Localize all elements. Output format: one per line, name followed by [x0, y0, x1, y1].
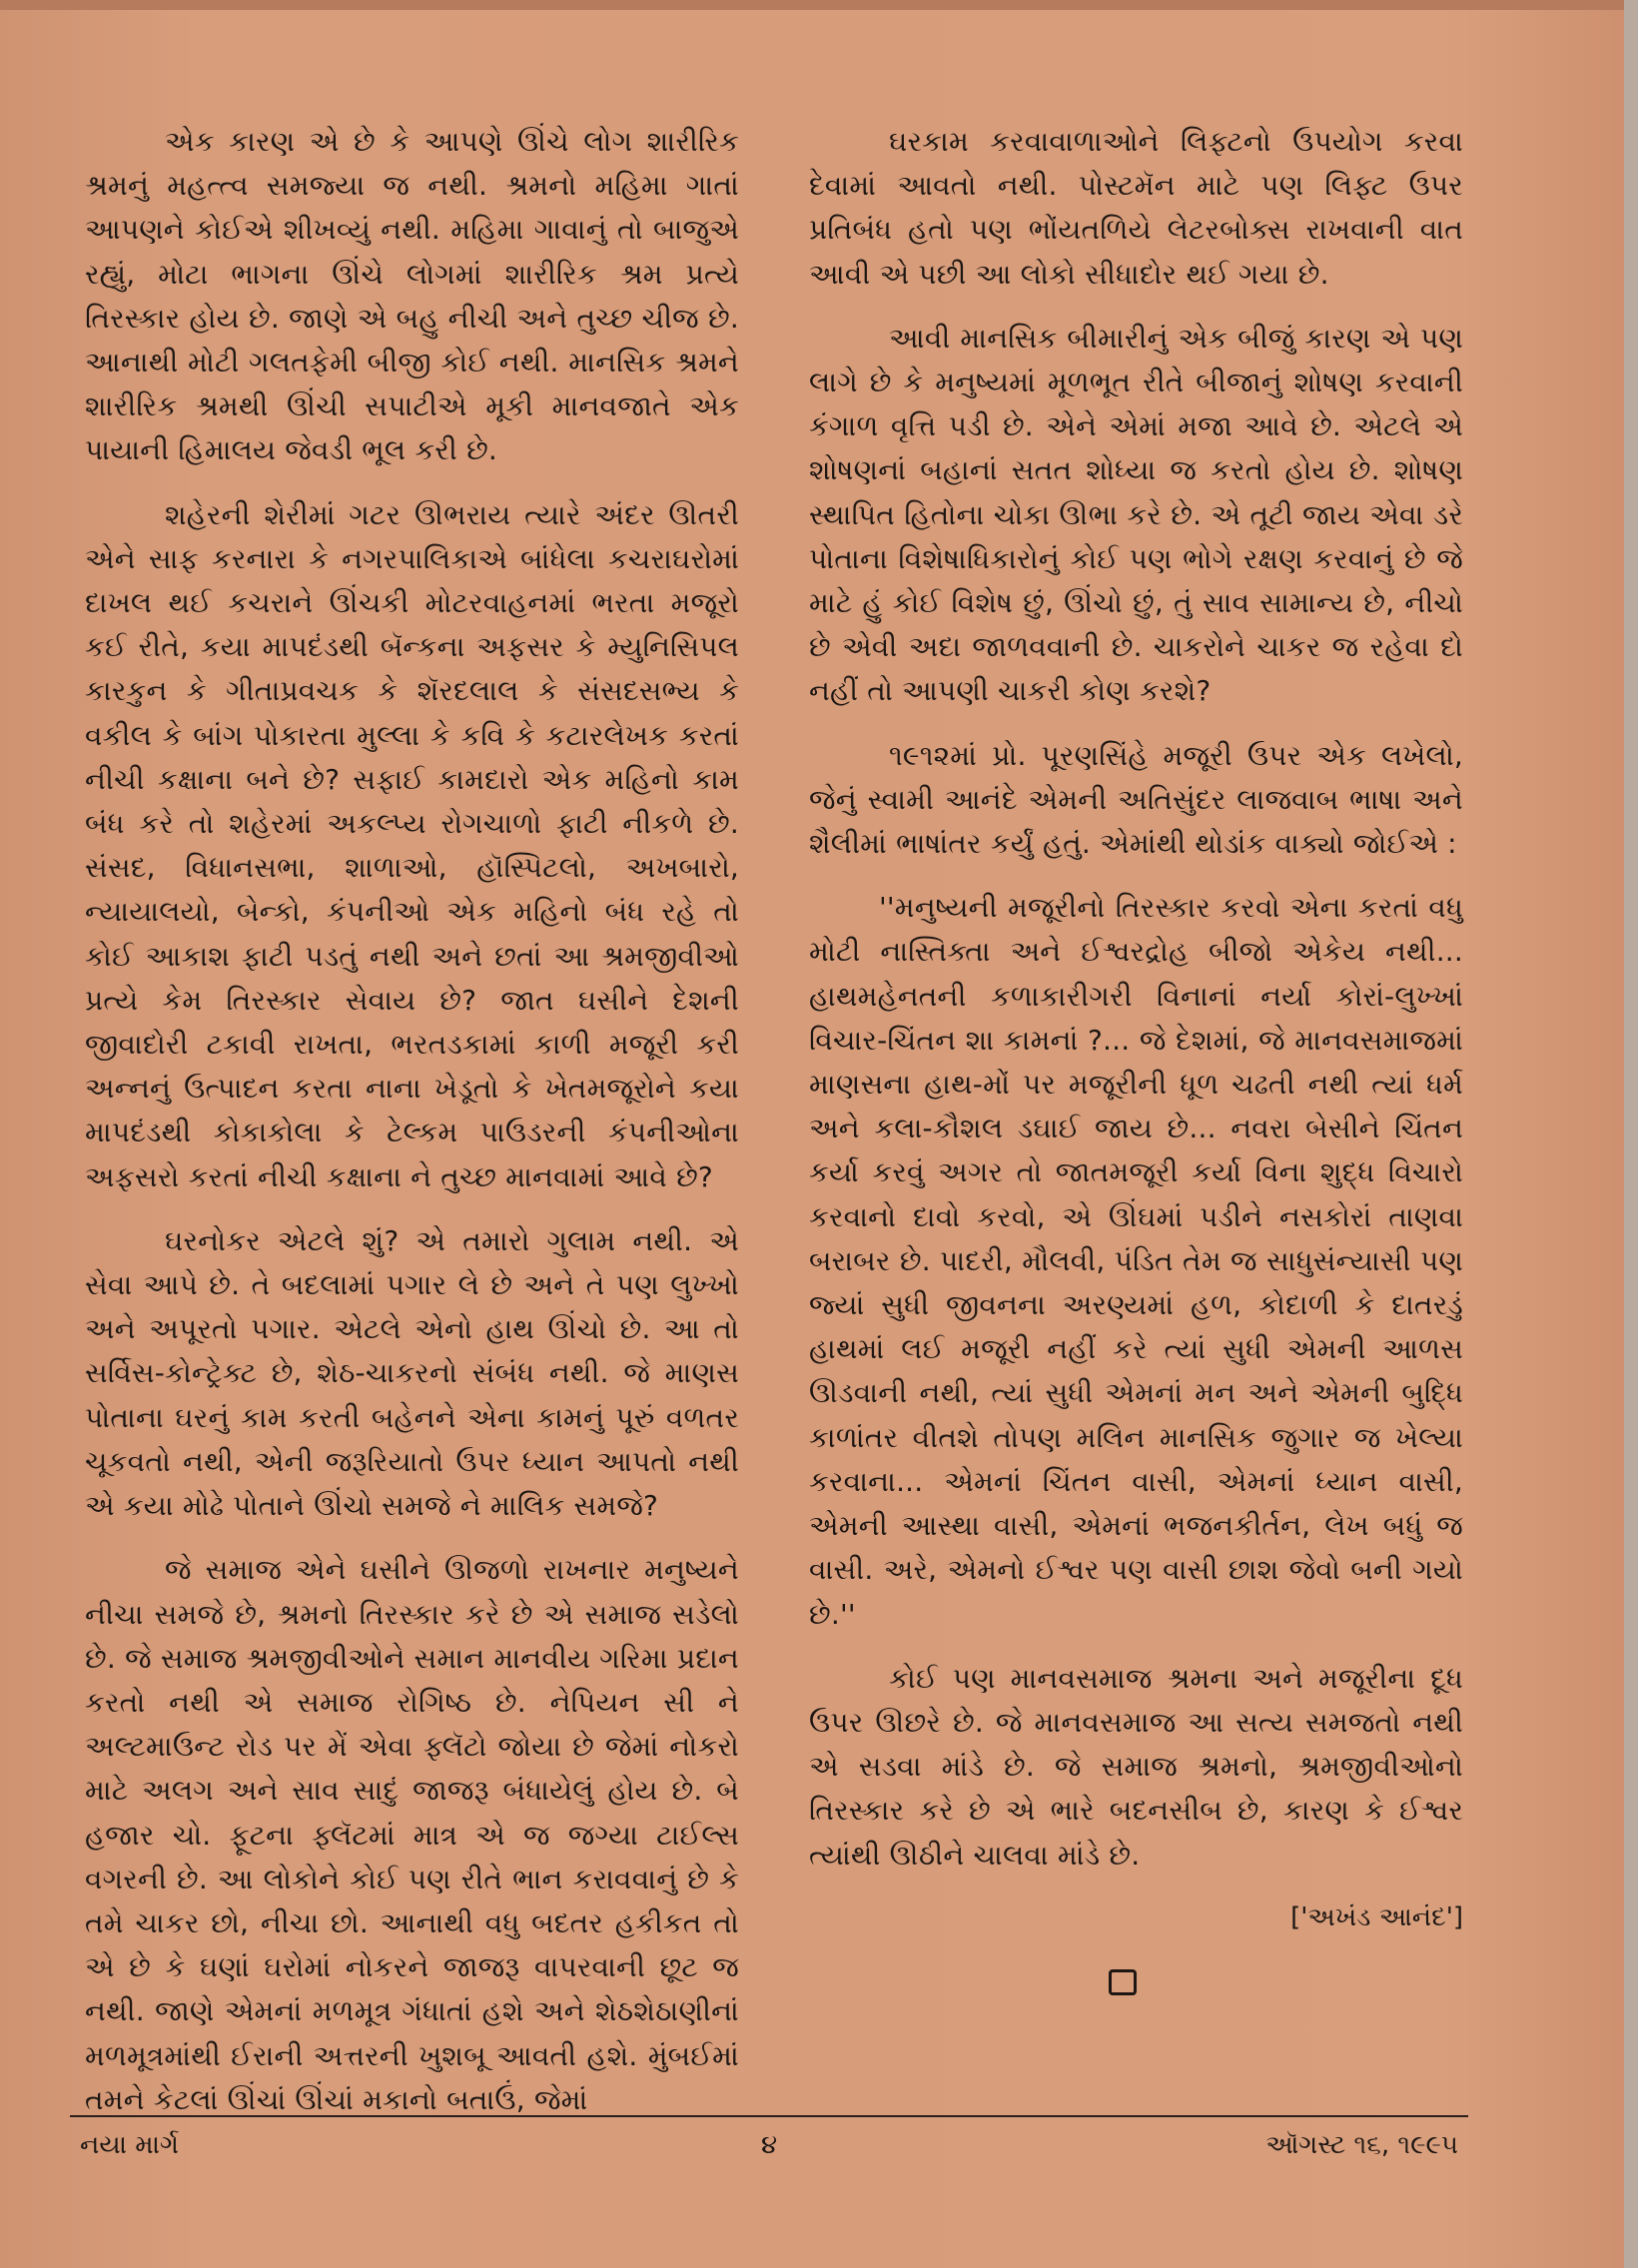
source-credit: ['અખંડ આનંદ'] — [1290, 1901, 1463, 1932]
page-top-edge — [0, 0, 1638, 10]
paragraph: ૧૯૧૨માં પ્રો. પૂરણસિંહે મજૂરી ઉપર એક લખેલો, જેનું સ્વામી આનંદે એમની અતિસુંદર લાજવાબ ભાષા અને શૈલીમાં ભાષાંતર કર્યું હતું. એમાંથી થોડાંક વાક્યો જોઈએ : — [809, 738, 1463, 861]
footer-divider — [70, 2115, 1468, 2117]
left-column — [85, 120, 740, 2116]
publication-name: નયા માર્ગ — [80, 2129, 180, 2160]
paragraph: ઘરનોકર એટલે શું? એ તમારો ગુલામ નથી. એ સેવા આપે છે. તે બદલામાં પગાર લે છે અને તે પણ લુખ્ખો અને અપૂરતો પગાર. એટલે એનો હાથ ઊંચો છે. આ તો સર્વિસ-કોન્ટ્રેક્ટ છે, શેઠ-ચાકરનો સંબંધ નથી. જે માણસ પોતાના ઘરનું કામ કરતી બહેનને એના કામનું પૂરું વળતર ચૂકવતો નથી, એની જરૂરિયાતો ઉપર ધ્યાન આપતો નથી એ કયા મોઢે પોતાને ઊંચો સમજે ને માલિક સમજે? — [85, 1223, 739, 1523]
end-of-article-icon — [1109, 1969, 1137, 1995]
page-footer — [80, 2125, 1458, 2165]
issue-date: ઑગસ્ટ ૧૬, ૧૯૯૫ — [1265, 2129, 1458, 2160]
quoted-passage: ''મનુષ્યની મજૂરીનો તિરસ્કાર કરવો એના કરતાં વધુ મોટી નાસ્તિક્તા અને ઈશ્વરદ્રોહ બીજો એકેય નથી... હાથમહેનતની કળાકારીગરી વિનાનાં નર્યા કોરાં-લુખ્ખાં વિચાર-ચિંતન શા કામનાં ?... જે દેશમાં, જે માનવસમાજમાં માણસના હાથ-મોં પર મજૂરીની ધૂળ ચઢતી નથી ત્યાં ધર્મ અને કલા-કૌશલ ડઘાઈ જાય છે... નવરા બેસીને ચિંતન કર્યા કરવું અગર તો જાતમજૂરી કર્યા વિના શુદ્ધ વિચારો કરવાનો દાવો કરવો, એ ઊંઘમાં પડીને નસકોરાં તાણવા બરાબર છે. પાદરી, મૌલવી, પંડિત તેમ જ સાધુસંન્યાસી પણ જ્યાં સુધી જીવનના અરણ્યમાં હળ, કોદાળી કે દાતરડું હાથમાં લઈ મજૂરી નહીં કરે ત્યાં સુધી એમની આળસ ઊડવાની નથી, ત્યાં સુધી એમનાં મન અને એમની બુદ્ધિ કાળાંતર વીતશે તોપણ મલિન માનસિક જુગાર જ ખેલ્યા કરવાના... એમનાં ચિંતન વાસી, એમનાં ધ્યાન વાસી, એમની આસ્થા વાસી, એમનાં ભજનકીર્તન, લેખ બધું જ વાસી. અરે, એમનો ઈશ્વર પણ વાસી છાશ જેવો બની ગયો છે.'' — [809, 891, 1463, 1631]
paragraph: એક કારણ એ છે કે આપણે ઊંચે લોગ શારીરિક શ્રમનું મહત્ત્વ સમજ્યા જ નથી. શ્રમનો મહિમા ગાતાં આપણને કોઈએ શીખવ્યું નથી. મહિમા ગાવાનું તો બાજુએ રહ્યું, મોટા ભાગના ઊંચે લોગમાં શારીરિક શ્રમ પ્રત્યે તિરસ્કાર હોય છે. જાણે એ બહુ નીચી અને તુચ્છ ચીજ છે. આનાથી મોટી ગલતફેમી બીજી કોઈ નથી. માનસિક શ્રમને શારીરિક શ્રમથી ઊંચી સપાટીએ મૂકી માનવજાતે એક પાયાની હિમાલય જેવડી ભૂલ કરી છે. — [85, 125, 739, 467]
page-right-edge — [1624, 0, 1638, 2268]
paragraph: ઘરકામ કરવાવાળાઓને લિફ્ટનો ઉપયોગ કરવા દેવામાં આવતો નથી. પોસ્ટમૅન માટે પણ લિફ્ટ ઉપર પ્રતિબંધ હતો પણ ભોંયતળિયે લેટરબોક્સ રાખવાની વાત આવી એ પછી આ લોકો સીધાદોર થઈ ગયા છે. — [809, 125, 1463, 291]
right-column — [809, 120, 1463, 2102]
paragraph: જે સમાજ એને ઘસીને ઊજળો રાખનાર મનુષ્યને નીચા સમજે છે, શ્રમનો તિરસ્કાર કરે છે એ સમાજ સડેલો છે. જે સમાજ શ્રમજીવીઓને સમાન માનવીય ગરિમા પ્રદાન કરતો નથી એ સમાજ રોગિષ્ઠ છે. નેપિયન સી ને અલ્ટમાઉન્ટ રોડ પર મેં એવા ફ્લૅટો જોયા છે જેમાં નોકરો માટે અલગ અને સાવ સાદું જાજરૂ બંધાયેલું હોય છે. બે હજાર ચો. ફૂટના ફ્લૅટમાં માત્ર એ જ જગ્યા ટાઈલ્સ વગરની છે. આ લોકોને કોઈ પણ રીતે ભાન કરાવવાનું છે કે તમે ચાકર છો, નીચા છો. આનાથી વધુ બદતર હકીકત તો એ છે કે ઘણાં ઘરોમાં નોકરને જાજરૂ વાપરવાની છૂટ જ નથી. જાણે એમનાં મળમૂત્ર ગંધાતાં હશે અને શેઠશેઠાણીનાં મળમૂત્રમાંથી ઈરાની અત્તરની ખુશબૂ આવતી હશે. મુંબઈમાં તમને કેટલાં ઊંચાં ઊંચાં મકાનો બતાઉં, જેમાં — [85, 1553, 739, 2116]
article-body — [85, 120, 1463, 2116]
paragraph: આવી માનસિક બીમારીનું એક બીજું કારણ એ પણ લાગે છે કે મનુષ્યમાં મૂળભૂત રીતે બીજાનું શોષણ કરવાની કંગાળ વૃત્તિ પડી છે. એને એમાં મજા આવે છે. એટલે એ શોષણનાં બહાનાં સતત શોધ્યા જ કરતો હોય છે. શોષણ સ્થાપિત હિતોના ચોકા ઊભા કરે છે. એ તૂટી જાય એવા ડરે પોતાના વિશેષાધિકારોનું કોઈ પણ ભોગે રક્ષણ કરવાનું છે જે માટે હું કોઈ વિશેષ છું, ઊંચો છું, તું સાવ સામાન્ય છે, નીચો છે એવી અદા જાળવવાની છે. ચાકરોને ચાકર જ રહેવા દો નહીં તો આપણી ચાકરી કોણ કરશે? — [809, 321, 1463, 708]
paragraph: કોઈ પણ માનવસમાજ શ્રમના અને મજૂરીના દૂધ ઉપર ઊછરે છે. જે માનવસમાજ આ સત્ય સમજતો નથી એ સડવા માંડે છે. જે સમાજ શ્રમનો, શ્રમજીવીઓનો તિરસ્કાર કરે છે એ ભારે બદનસીબ છે, કારણ કે ઈશ્વર ત્યાંથી ઊઠીને ચાલવા માંડે છે. — [809, 1661, 1463, 1872]
paragraph: શહેરની શેરીમાં ગટર ઊભરાય ત્યારે અંદર ઊતરી એને સાફ કરનારા કે નગરપાલિકાએ બાંધેલા કચરાઘરોમાં દાખલ થઈ કચરાને ઊંચકી મોટરવાહનમાં ભરતા મજૂરો કઈ રીતે, કયા માપદંડથી બૅન્કના અફસર કે મ્યુનિસિપલ કારકુન કે ગીતાપ્રવચક કે શૅરદલાલ કે સંસદસભ્ય કે વકીલ કે બાંગ પોકારતા મુલ્લા કે કવિ કે કટારલેખક કરતાં નીચી કક્ષાના બને છે? સફાઈ કામદારો એક મહિનો કામ બંધ કરે તો શહેરમાં અકલ્પ્ય રોગચાળો ફાટી નીકળે છે. સંસદ, વિધાનસભા, શાળાઓ, હૉસ્પિટલો, અખબારો, ન્યાયાલયો, બેન્કો, કંપનીઓ એક મહિનો બંધ રહે તો કોઈ આકાશ ફાટી પડતું નથી અને છતાં આ શ્રમજીવીઓ પ્રત્યે કેમ તિરસ્કાર સેવાય છે? જાત ઘસીને દેશની જીવાદોરી ટકાવી રાખતા, ભરતડકામાં કાળી મજૂરી કરી અન્નનું ઉત્પાદન કરતા નાના ખેડૂતો કે ખેતમજૂરોને કયા માપદંડથી કોકાકોલા કે ટેલ્કમ પાઉડરની કંપનીઓના અફસરો કરતાં નીચી કક્ષાના ને તુચ્છ માનવામાં આવે છે? — [85, 497, 740, 1193]
page-number: ૪ — [760, 2129, 778, 2160]
